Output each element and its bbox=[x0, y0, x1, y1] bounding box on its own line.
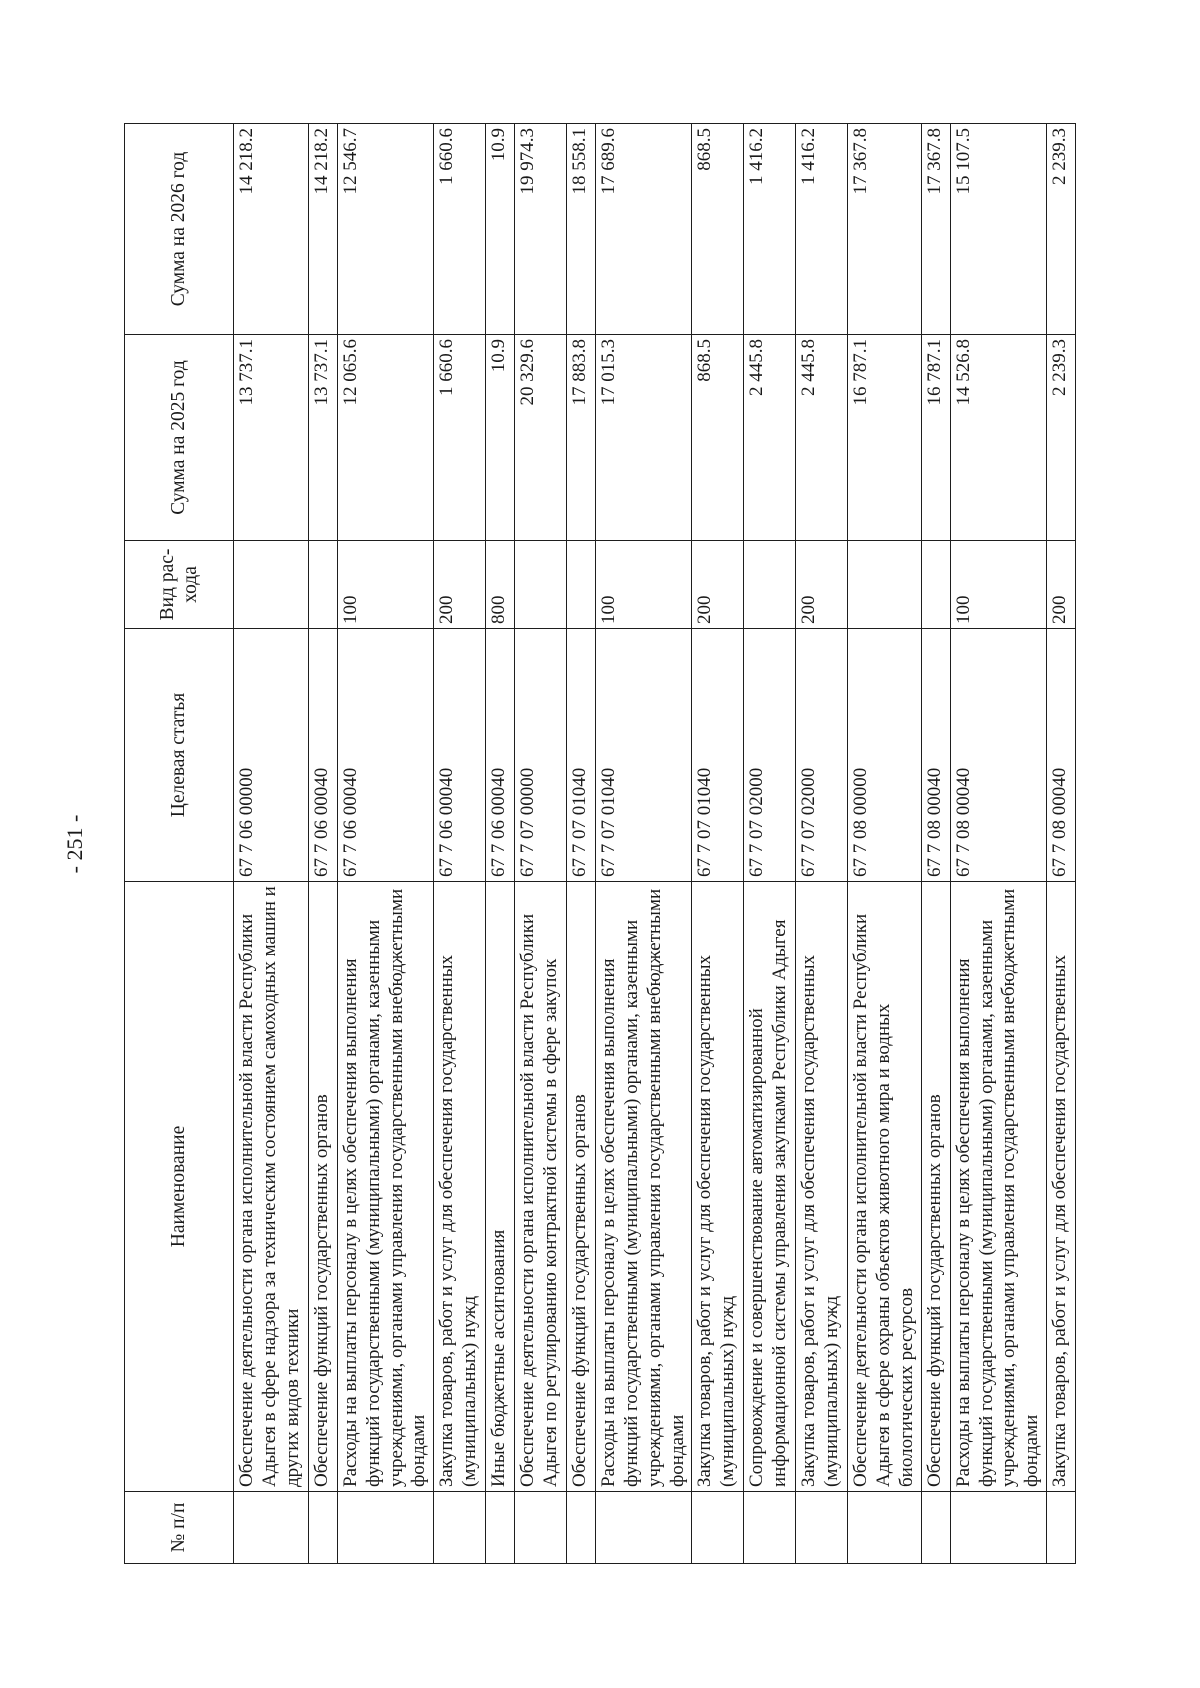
cell-code: 67 7 06 00040 bbox=[486, 629, 515, 882]
table-row bbox=[434, 124, 486, 1564]
cell-kind: 100 bbox=[950, 541, 1046, 629]
cell-kind bbox=[921, 541, 950, 629]
header-code: Целевая статья bbox=[125, 629, 234, 882]
budget-table bbox=[124, 123, 1076, 1564]
table-row bbox=[848, 124, 921, 1564]
cell-sum-2026: 17 367.8 bbox=[848, 124, 921, 335]
cell-sum-2026: 1 416.2 bbox=[744, 124, 796, 335]
cell-sum-2025: 2 445.8 bbox=[796, 335, 848, 541]
cell-sum-2025: 17 883.8 bbox=[567, 335, 596, 541]
cell-code: 67 7 06 00040 bbox=[309, 629, 338, 882]
header-name: Наименование bbox=[125, 882, 234, 1492]
table-row bbox=[338, 124, 434, 1564]
cell-code: 67 7 07 01040 bbox=[692, 629, 744, 882]
cell-name: Сопровождение и совершенствование автоматизированной информационной системы управления закупками Республики Адыгея bbox=[744, 882, 796, 1492]
cell-kind bbox=[567, 541, 596, 629]
budget-table-rotated bbox=[124, 124, 1184, 1564]
cell-sum-2026: 17 367.8 bbox=[921, 124, 950, 335]
cell-no bbox=[848, 1492, 921, 1564]
table-row bbox=[486, 124, 515, 1564]
cell-sum-2026: 1 416.2 bbox=[796, 124, 848, 335]
cell-sum-2026: 18 558.1 bbox=[567, 124, 596, 335]
cell-kind: 800 bbox=[486, 541, 515, 629]
cell-kind: 100 bbox=[596, 541, 692, 629]
table-row bbox=[596, 124, 692, 1564]
cell-code: 67 7 08 00040 bbox=[921, 629, 950, 882]
cell-no bbox=[744, 1492, 796, 1564]
cell-sum-2025: 17 015.3 bbox=[596, 335, 692, 541]
cell-no bbox=[950, 1492, 1046, 1564]
cell-name: Закупка товаров, работ и услуг для обеспечения государственных (муниципальных) нужд bbox=[692, 882, 744, 1492]
cell-sum-2025: 1 660.6 bbox=[434, 335, 486, 541]
cell-name: Закупка товаров, работ и услуг для обеспечения государственных (муниципальных) нужд bbox=[434, 882, 486, 1492]
cell-kind: 100 bbox=[338, 541, 434, 629]
cell-sum-2025: 868.5 bbox=[692, 335, 744, 541]
cell-code: 67 7 07 00000 bbox=[515, 629, 567, 882]
cell-sum-2025: 16 787.1 bbox=[848, 335, 921, 541]
page-number: - 251 - bbox=[62, 814, 87, 874]
header-no: № п/п bbox=[125, 1492, 234, 1564]
table-row bbox=[692, 124, 744, 1564]
cell-name: Закупка товаров, работ и услуг для обеспечения государственных bbox=[1046, 882, 1075, 1492]
cell-sum-2025: 13 737.1 bbox=[234, 335, 309, 541]
cell-name: Обеспечение функций государственных органов bbox=[309, 882, 338, 1492]
cell-sum-2026: 15 107.5 bbox=[950, 124, 1046, 335]
table-row bbox=[234, 124, 309, 1564]
cell-code: 67 7 08 00040 bbox=[1046, 629, 1075, 882]
cell-name: Обеспечение функций государственных органов bbox=[567, 882, 596, 1492]
cell-sum-2026: 14 218.2 bbox=[309, 124, 338, 335]
cell-code: 67 7 06 00000 bbox=[234, 629, 309, 882]
cell-kind: 200 bbox=[1046, 541, 1075, 629]
cell-code: 67 7 08 00000 bbox=[848, 629, 921, 882]
cell-kind bbox=[848, 541, 921, 629]
cell-sum-2026: 2 239.3 bbox=[1046, 124, 1075, 335]
cell-code: 67 7 06 00040 bbox=[338, 629, 434, 882]
cell-sum-2025: 10.9 bbox=[486, 335, 515, 541]
cell-no bbox=[1046, 1492, 1075, 1564]
cell-code: 67 7 07 02000 bbox=[796, 629, 848, 882]
cell-code: 67 7 07 02000 bbox=[744, 629, 796, 882]
table-row bbox=[921, 124, 950, 1564]
cell-sum-2026: 12 546.7 bbox=[338, 124, 434, 335]
header-row bbox=[125, 124, 234, 1564]
cell-no bbox=[309, 1492, 338, 1564]
cell-sum-2026: 14 218.2 bbox=[234, 124, 309, 335]
cell-no bbox=[486, 1492, 515, 1564]
cell-kind: 200 bbox=[796, 541, 848, 629]
cell-name: Расходы на выплаты персоналу в целях обеспечения выполнения функций государственными (муниципальными) органами, казенными учреждениями, органами управления государственными внебюджетными фондами bbox=[338, 882, 434, 1492]
header-sum-2025: Сумма на 2025 год bbox=[125, 335, 234, 541]
cell-kind bbox=[515, 541, 567, 629]
header-sum-2026: Сумма на 2026 год bbox=[125, 124, 234, 335]
cell-sum-2026: 19 974.3 bbox=[515, 124, 567, 335]
cell-kind bbox=[309, 541, 338, 629]
cell-no bbox=[596, 1492, 692, 1564]
table-row bbox=[950, 124, 1046, 1564]
cell-name: Закупка товаров, работ и услуг для обеспечения государственных (муниципальных) нужд bbox=[796, 882, 848, 1492]
cell-kind bbox=[234, 541, 309, 629]
cell-no bbox=[796, 1492, 848, 1564]
table-row bbox=[744, 124, 796, 1564]
cell-name: Обеспечение деятельности органа исполнительной власти Республики Адыгея в сфере охраны объектов животного мира и водных биологических ресурсов bbox=[848, 882, 921, 1492]
table-row bbox=[309, 124, 338, 1564]
cell-code: 67 7 07 01040 bbox=[567, 629, 596, 882]
cell-name: Иные бюджетные ассигнования bbox=[486, 882, 515, 1492]
cell-no bbox=[234, 1492, 309, 1564]
table-row bbox=[567, 124, 596, 1564]
cell-code: 67 7 07 01040 bbox=[596, 629, 692, 882]
table-row bbox=[796, 124, 848, 1564]
cell-sum-2025: 12 065.6 bbox=[338, 335, 434, 541]
cell-name: Расходы на выплаты персоналу в целях обеспечения выполнения функций государственными (муниципальными) органами, казенными учреждениями, органами управления государственными внебюджетными фондами bbox=[950, 882, 1046, 1492]
cell-sum-2025: 2 239.3 bbox=[1046, 335, 1075, 541]
cell-name: Обеспечение деятельности органа исполнительной власти Республики Адыгея в сфере надзора за техническим состоянием самоходных машин и других видов техники bbox=[234, 882, 309, 1492]
cell-kind bbox=[744, 541, 796, 629]
cell-no bbox=[434, 1492, 486, 1564]
cell-sum-2025: 14 526.8 bbox=[950, 335, 1046, 541]
cell-sum-2026: 868.5 bbox=[692, 124, 744, 335]
cell-name: Обеспечение деятельности органа исполнительной власти Республики Адыгея по регулированию контрактной системы в сфере закупок bbox=[515, 882, 567, 1492]
cell-kind: 200 bbox=[692, 541, 744, 629]
cell-code: 67 7 06 00040 bbox=[434, 629, 486, 882]
cell-no bbox=[692, 1492, 744, 1564]
cell-sum-2025: 2 445.8 bbox=[744, 335, 796, 541]
cell-no bbox=[921, 1492, 950, 1564]
cell-sum-2025: 20 329.6 bbox=[515, 335, 567, 541]
table-row bbox=[515, 124, 567, 1564]
table-row bbox=[1046, 124, 1075, 1564]
cell-sum-2026: 10.9 bbox=[486, 124, 515, 335]
cell-no bbox=[515, 1492, 567, 1564]
cell-name: Обеспечение функций государственных органов bbox=[921, 882, 950, 1492]
cell-sum-2025: 13 737.1 bbox=[309, 335, 338, 541]
cell-kind: 200 bbox=[434, 541, 486, 629]
header-kind: Вид рас-хода bbox=[125, 541, 234, 629]
cell-no bbox=[338, 1492, 434, 1564]
cell-name: Расходы на выплаты персоналу в целях обеспечения выполнения функций государственными (муниципальными) органами, казенными учреждениями, органами управления государственными внебюджетными фондами bbox=[596, 882, 692, 1492]
cell-sum-2025: 16 787.1 bbox=[921, 335, 950, 541]
cell-code: 67 7 08 00040 bbox=[950, 629, 1046, 882]
cell-no bbox=[567, 1492, 596, 1564]
cell-sum-2026: 1 660.6 bbox=[434, 124, 486, 335]
cell-sum-2026: 17 689.6 bbox=[596, 124, 692, 335]
